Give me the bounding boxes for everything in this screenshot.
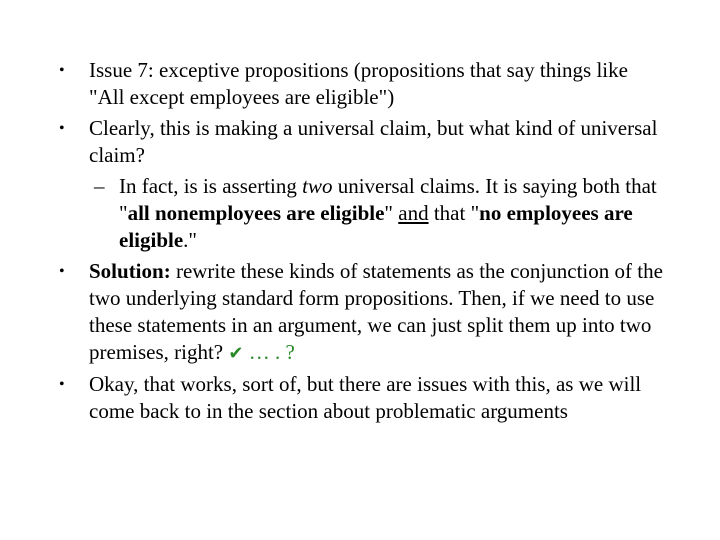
bullet-list	[57, 57, 667, 429]
bullet-item-issue-7	[57, 57, 667, 111]
bullet-text: rewrite these kinds of statements as the conjunction of the two underlying standard form propositions. Then, if we need to use these statements in an argument, we can just split them up into two premises, right?	[89, 259, 663, 364]
underlined-and: and	[398, 201, 429, 225]
emphasis-two: two	[302, 174, 333, 198]
bullet-text: Clearly, this is making a universal claim, but what kind of universal claim?	[89, 116, 658, 167]
bullet-text: Issue 7: exceptive propositions (propositions that say things like "All except employees are eligible")	[89, 58, 628, 109]
sub-bullet-marker: –	[94, 174, 105, 198]
bullet-marker: •	[59, 376, 65, 393]
text-segment: that "	[428, 201, 480, 225]
bullet-marker: •	[59, 263, 65, 280]
text-segment: ."	[183, 228, 197, 252]
bullet-text: Okay, that works, sort of, but there are issues with this, as we will come back to in the section about problematic arguments	[89, 372, 642, 423]
text-segment: In fact, is is asserting	[119, 174, 303, 198]
bullet-marker: •	[59, 62, 65, 79]
bullet-marker: •	[59, 120, 65, 137]
bullet-item-solution	[57, 258, 667, 367]
text-segment: universal claims. It is saying both that "	[119, 174, 657, 225]
solution-label: Solution:	[89, 259, 171, 283]
ellipsis-question: … . ?	[243, 340, 295, 364]
text-segment: "	[384, 201, 399, 225]
check-icon: ✔	[228, 343, 244, 364]
bullet-item-universal-claim	[57, 115, 667, 169]
bullet-item-okay	[57, 371, 667, 425]
bold-claim-nonemployees: all nonemployees are eligible	[127, 201, 385, 225]
sub-bullet-item-two-claims	[57, 173, 667, 254]
bold-claim-no-employees: no employees are eligible	[119, 201, 633, 252]
